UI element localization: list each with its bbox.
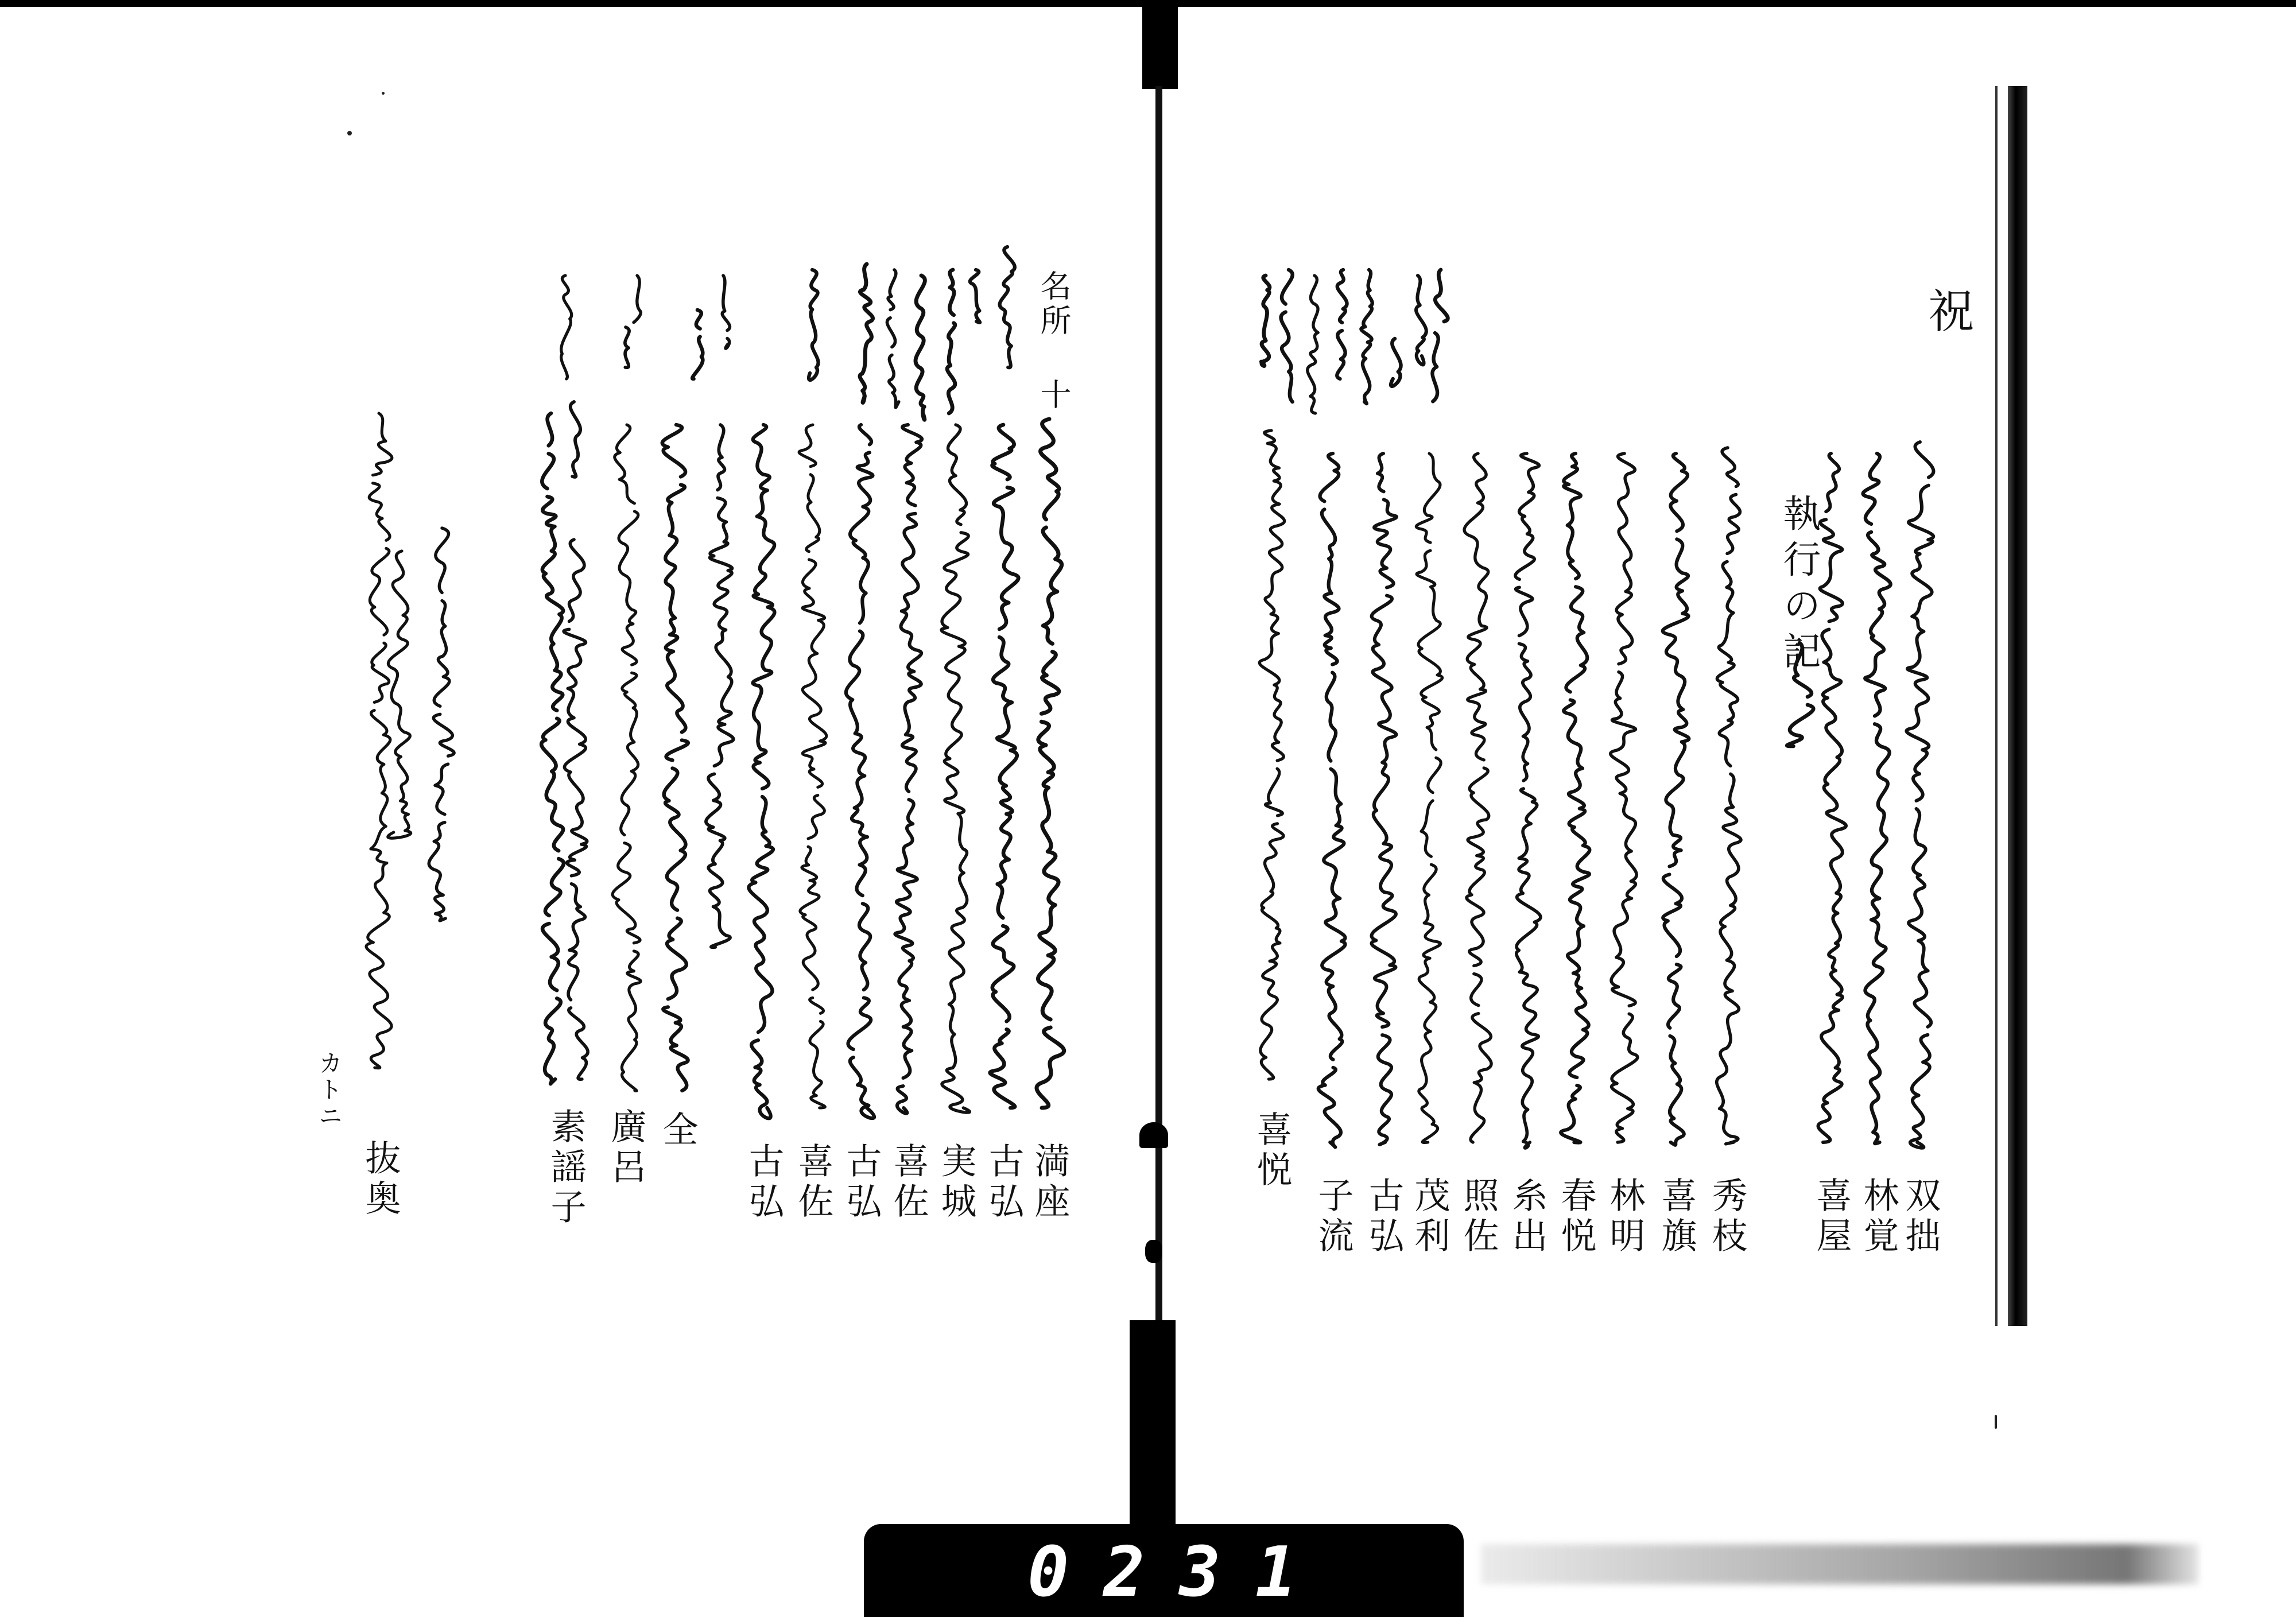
handwritten-column: [429, 528, 454, 921]
handwritten-column: [1416, 453, 1442, 1142]
handwritten-column: [1371, 453, 1397, 1145]
handwritten-column: [1337, 270, 1347, 379]
signature: 古弘: [1363, 1177, 1405, 1257]
handwritten-column: [1391, 339, 1401, 386]
signature: 抜奥: [359, 1139, 401, 1220]
handwritten-column: [1281, 270, 1293, 402]
signature: 秀枝: [1706, 1177, 1748, 1257]
signature: 喜佐: [887, 1142, 929, 1223]
left-page-label: 名所 十: [1035, 270, 1072, 413]
handwritten-column: [1261, 276, 1270, 366]
handwritten-column: [1717, 448, 1741, 1144]
signature: 素謡子: [545, 1108, 587, 1228]
signature: 糸出: [1506, 1177, 1548, 1257]
handwritten-column: [1435, 270, 1448, 321]
handwritten-column: [970, 270, 980, 323]
page-number: カトニ: [315, 1050, 343, 1130]
handwritten-column: [990, 425, 1019, 1108]
handwritten-column: [799, 425, 827, 1108]
handwritten-column: [541, 413, 564, 1087]
handwritten-column: [887, 270, 898, 410]
handwritten-column: [1361, 270, 1372, 404]
signature: 子流: [1312, 1177, 1354, 1257]
handwritten-column: [1515, 453, 1541, 1148]
handwritten-column: [1906, 442, 1933, 1148]
handwritten-column: [1432, 333, 1438, 409]
handwritten-column: [846, 425, 874, 1118]
handwritten-column: [366, 413, 392, 1068]
handwritten-column: [1308, 276, 1318, 413]
section-title: 執行の記: [1777, 494, 1821, 677]
handwritten-column: [1416, 276, 1426, 364]
signature: 茂利: [1409, 1177, 1450, 1257]
handwritten-column: [895, 425, 922, 1114]
handwritten-column: [388, 551, 411, 838]
handwritten-column: [662, 425, 688, 1091]
signature: 照佐: [1457, 1177, 1499, 1257]
handwritten-column: [947, 270, 955, 413]
signature: 林明: [1604, 1177, 1646, 1257]
signature: 全: [657, 1111, 699, 1151]
signature: 古弘: [743, 1142, 785, 1223]
handwritten-column: [916, 276, 925, 420]
signature: 古弘: [840, 1142, 882, 1223]
handwritten-column: [706, 425, 734, 947]
signature: 春悦: [1555, 1177, 1597, 1257]
handwritten-column: [1318, 453, 1345, 1147]
handwritten-column: [941, 425, 969, 1112]
handwritten-column: [722, 276, 730, 348]
signature: 喜佐: [792, 1142, 834, 1223]
handwritten-column: [561, 276, 572, 379]
frame-number: 0231: [1027, 1533, 1331, 1612]
handwritten-column: [564, 540, 588, 1087]
handwritten-column: [634, 276, 641, 323]
signature: 双拙: [1899, 1177, 1941, 1257]
signature: 古弘: [983, 1142, 1025, 1223]
scan-speck: [347, 131, 352, 135]
right-page-heading: 祝: [1921, 287, 1974, 333]
scan-speck: [382, 92, 385, 95]
handwritten-column: [1000, 247, 1015, 367]
handwritten-column: [1561, 453, 1589, 1142]
signature: 満座: [1029, 1142, 1071, 1223]
signature: 喜屋: [1810, 1177, 1852, 1257]
handwritten-column: [612, 425, 641, 1091]
handwritten-column: [625, 327, 629, 367]
scan-bottom-smudge: [1481, 1544, 2198, 1584]
handwritten-column: [1818, 453, 1847, 1142]
handwritten-column: [1037, 419, 1064, 1108]
signature: 喜悦: [1251, 1111, 1293, 1191]
handwritten-column: [692, 310, 703, 379]
handwritten-column: [809, 270, 819, 380]
handwritten-column: [748, 425, 774, 1118]
signature: 廣呂: [605, 1108, 647, 1188]
handwritten-column: [1259, 431, 1284, 1087]
handwritten-column: [1663, 453, 1689, 1145]
signature: 林覚: [1857, 1177, 1899, 1257]
handwritten-column: [571, 402, 580, 477]
handwritten-column: [1611, 453, 1638, 1142]
signature: 実城: [935, 1142, 977, 1223]
scan-speck: [1995, 1415, 1997, 1429]
handwritten-column: [1863, 453, 1891, 1143]
handwritten-column: [1464, 453, 1491, 1142]
handwritten-column: [860, 264, 873, 402]
signature: 喜旗: [1655, 1177, 1697, 1257]
